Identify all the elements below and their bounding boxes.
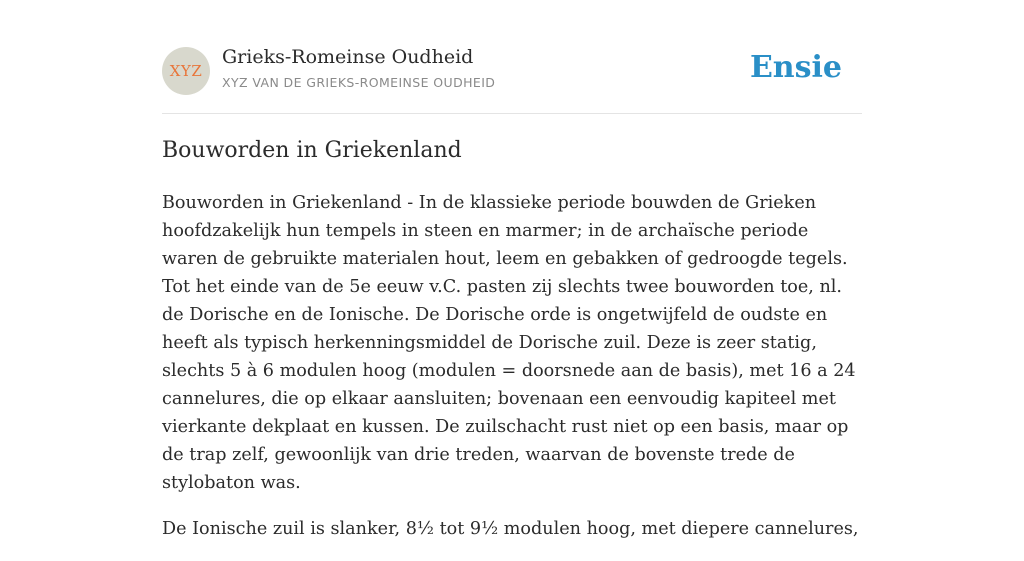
article-paragraph-2: De Ionische zuil is slanker, 8½ tot 9½ modulen hoog, met diepere cannelures, bbox=[162, 519, 859, 539]
publication-header bbox=[162, 46, 862, 96]
brand-logo[interactable]: Ensie bbox=[749, 50, 842, 85]
publication-subtitle: XYZ VAN DE GRIEKS-ROMEINSE OUDHEID bbox=[222, 75, 496, 90]
publication-title[interactable]: Grieks-Romeinse Oudheid bbox=[222, 46, 474, 68]
article-paragraph-1: Bouworden in Griekenland - In de klassieke periode bouwden de Grieken hoofdzakelijk hun tempels in steen en marmer; in de archaïsche periode waren de gebruikte materialen hout, leem en gebakken of gedroogde tegels. Tot het einde van de 5e eeuw v.C. pasten zij slechts twee bouworden toe, nl. de Dorische en de Ionische. De Dorische orde is ongetwijfeld de oudste en heeft als typisch herkenningsmiddel de Dorische zuil. Deze is zeer statig, slechts 5 à 6 modulen hoog (modulen = doorsnede aan de basis), met 16 a 24 cannelures, die op elkaar aansluiten; bovenaan een eenvoudig kapiteel met vierkante dekplaat en kussen. De zuilschacht rust niet op een basis, maar op de trap zelf, gewoonlijk van drie treden, waarvan de bovenste trede de stylobaton was. bbox=[162, 193, 856, 493]
article-title: Bouworden in Griekenland bbox=[162, 138, 462, 163]
article-body bbox=[162, 189, 862, 561]
header-divider bbox=[162, 113, 862, 114]
publication-avatar[interactable]: XYZ bbox=[162, 47, 210, 95]
